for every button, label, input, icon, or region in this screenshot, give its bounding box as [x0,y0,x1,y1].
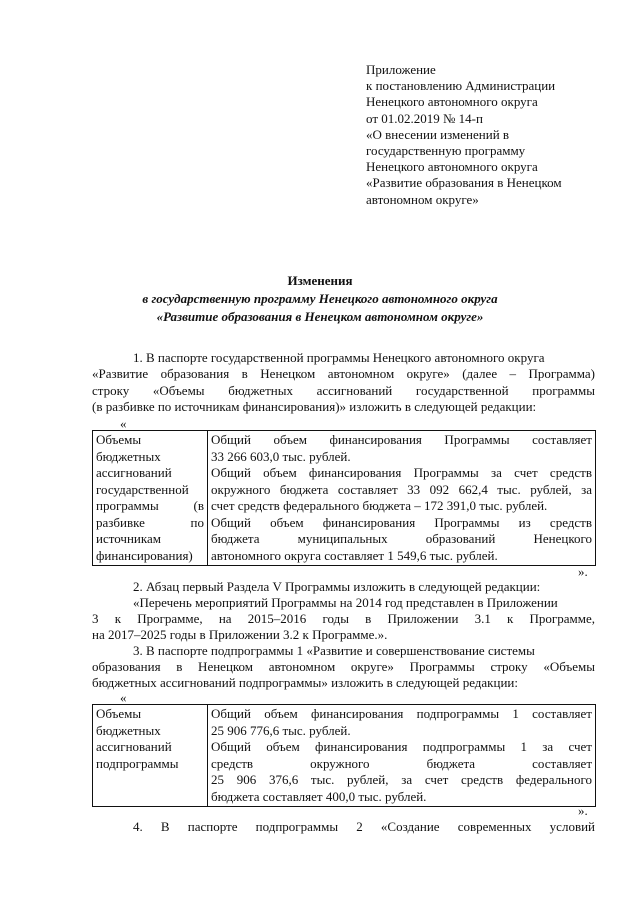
document-title [60,272,580,326]
title-line: в государственную программу Ненецкого автономного округа [142,291,498,306]
cell-line: средств окружного бюджета составляет [211,755,592,771]
appendix-line: государственную программу [366,143,526,159]
passport-table-2 [92,704,596,807]
cell-line: 33 266 603,0 тыс. рублей. [211,448,351,464]
cell-line: программы (в [96,498,204,513]
item2-line: «Перечень мероприятий Программы на 2014 год представлен в Приложении [133,595,558,610]
item2-line: 3 к Программе, на 2015–2016 годы в Приложении 3.1 к Программе, [92,611,595,626]
appendix-line: «О внесении изменений в [366,126,510,142]
appendix-line: от 01.02.2019 № 14-п [366,110,483,126]
item3-line: бюджетных ассигнований подпрограммы» изложить в следующей редакции: [92,675,518,690]
passport-table-1 [92,430,596,566]
cell-line: разбивке по [96,514,204,530]
item3-line: образования в Ненецком автономном округе» Программы строку «Объемы [92,659,595,674]
cell-line: бюджетных [96,448,161,464]
table1-value-cell [208,431,596,566]
title-line: «Развитие образования в Ненецком автономном округе» [156,309,484,324]
cell-line: Общий объем финансирования подпрограммы 1 составляет [211,706,592,721]
table1-label-cell [93,431,208,566]
appendix-header [366,62,606,208]
item1-line: строку «Объемы бюджетных ассигнований государственной программы [92,383,595,398]
table2-label-cell [93,705,208,807]
item2-line: на 2017–2025 годы в Приложении 3.2 к Программе.». [92,627,388,642]
item4-line: 4. В паспорте подпрограммы 2 «Создание современных условий [133,819,595,834]
cell-line: Объемы [96,706,142,721]
cell-line: 25 906 776,6 тыс. рублей. [211,722,351,738]
title-line: Изменения [287,273,353,288]
cell-line: источникам [96,531,161,546]
appendix-line: к постановлению Администрации [366,78,556,94]
cell-line: Общий объем финансирования Программы из средств [211,514,592,530]
cell-line: Объемы [96,432,142,447]
appendix-line: Приложение [366,62,436,77]
cell-line: Общий объем финансирования Программы за счет средств [211,465,592,480]
item2-line: 2. Абзац первый Раздела V Программы изложить в следующей редакции: [133,579,541,594]
item1-line: 1. В паспорте государственной программы Ненецкого автономного округа [133,350,545,365]
cell-line: Общий объем финансирования подпрограммы 1 за счет [211,739,592,754]
cell-line: финансирования) [96,547,193,563]
cell-line: Общий объем финансирования Программы составляет [211,432,592,447]
cell-line: бюджета муниципальных образований Ненецкого [211,531,592,546]
appendix-line: Ненецкого автономного округа [366,159,538,175]
cell-line: автономного округа составляет 1 549,6 тыс. рублей. [211,547,498,563]
appendix-line: автономном округе» [366,191,479,207]
appendix-line: «Развитие образования в Ненецком [366,175,562,191]
item3-line: 3. В паспорте подпрограммы 1 «Развитие и совершенствование системы [133,643,535,658]
cell-line: государственной [96,481,189,497]
quote-open: « [120,416,127,431]
cell-line: 25 906 376,6 тыс. рублей, за счет средств федерального [211,772,592,787]
cell-line: окружного бюджета составляет 33 092 662,4 тыс. рублей, за [211,481,592,497]
cell-line: бюджетных [96,722,161,738]
cell-line: подпрограммы [96,755,179,771]
item1-line: «Развитие образования в Ненецком автономном округе» (далее – Программа) [92,366,595,381]
table2-value-cell [208,705,596,807]
quote-close: ». [578,564,588,579]
cell-line: счет средств федерального бюджета – 172 391,0 тыс. рублей. [211,498,548,513]
quote-close: ». [578,803,588,818]
cell-line: бюджета составляет 400,0 тыс. рублей. [211,788,427,804]
cell-line: ассигнований [96,739,172,754]
item1-line: (в разбивке по источникам финансирования)» изложить в следующей редакции: [92,399,537,414]
cell-line: ассигнований [96,465,172,480]
quote-open: « [120,690,127,705]
appendix-line: Ненецкого автономного округа [366,94,538,110]
